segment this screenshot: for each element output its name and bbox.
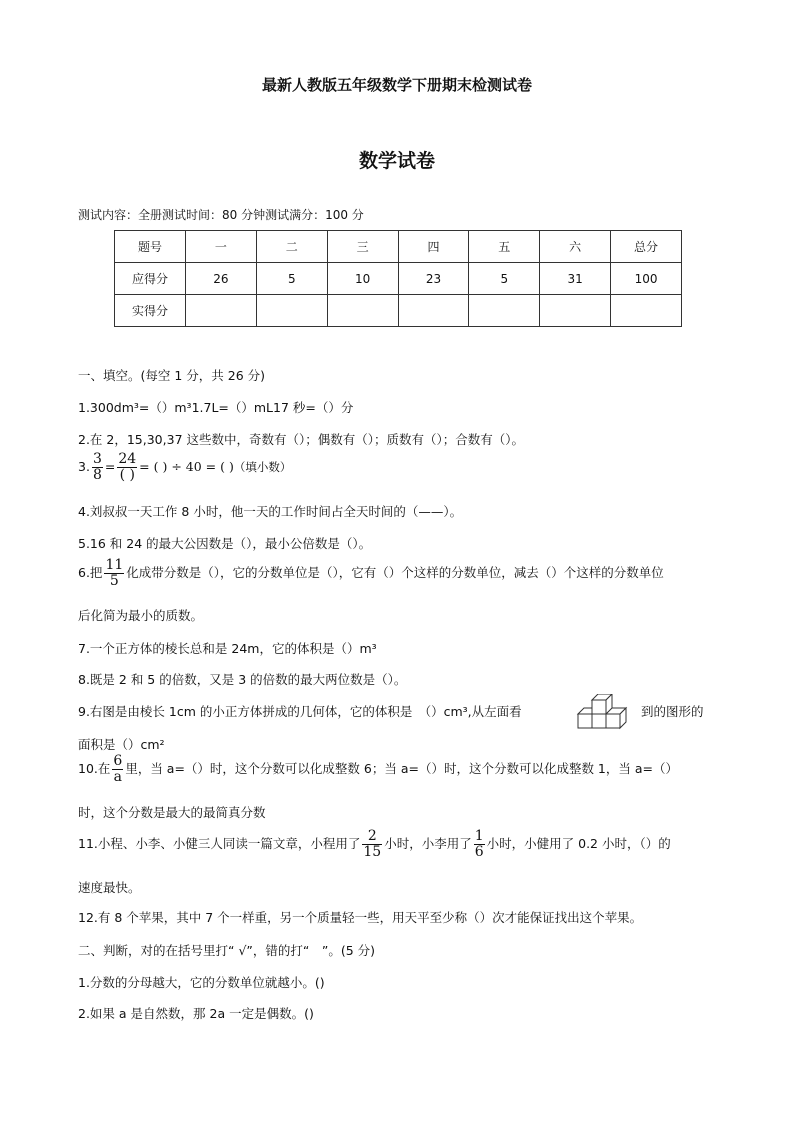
question-9-cont: 到的图形的 [641, 704, 704, 719]
exam-title: 最新人教版五年级数学下册期末检测试卷 [261, 76, 532, 94]
question-11-line2: 速度最快。 [78, 880, 141, 895]
table-cell: 四 [398, 231, 469, 263]
table-row-expected [115, 263, 682, 295]
table-row-actual [115, 295, 682, 327]
table-cell: 100 [611, 263, 682, 295]
fraction: $\frac{11}{5}$ [105, 557, 124, 589]
question-10-line2: 时，这个分数是最大的最简真分数 [78, 805, 266, 820]
question-9-line2: 面积是（）cm² [78, 737, 165, 752]
table-cell: 5 [256, 263, 327, 295]
question-number: 3. [78, 459, 90, 474]
fraction: $\frac{24}{( )}$ [118, 451, 137, 483]
table-cell: 23 [398, 263, 469, 295]
table-cell: 题号 [115, 231, 186, 263]
question-10: 10.在 $\frac{6}{a}$ 里，当 a=（）时，这个分数可以化成整数 6；当 a=（）时，这个分数可以化成整数 1，当 a=（） [78, 753, 678, 785]
fraction: $\frac{3}{8}$ [92, 451, 102, 483]
question-6: 6.把 $\frac{11}{5}$ 化成带分数是（），它的分数单位是（），它有（）个这样的分数单位，减去（）个这样的分数单位 [78, 557, 664, 589]
table-cell: 二 [256, 231, 327, 263]
question-1: 1.300dm³=（）m³1.7L=（）mL17 秒=（）分 [78, 400, 354, 415]
question-7: 7.一个正方体的棱长总和是 24m，它的体积是（）m³ [78, 641, 377, 656]
judge-question-1: 1.分数的分母越大，它的分数单位就越小。() [78, 975, 325, 990]
question-8: 8.既是 2 和 5 的倍数，又是 3 的倍数的最大两位数是（）。 [78, 672, 407, 687]
score-table [114, 230, 682, 327]
table-cell: 实得分 [115, 295, 186, 327]
table-cell: 10 [327, 263, 398, 295]
score-input-cell[interactable] [186, 295, 257, 327]
table-cell: 三 [327, 231, 398, 263]
table-cell: 26 [186, 263, 257, 295]
score-input-cell[interactable] [469, 295, 540, 327]
judge-question-2: 2.如果 a 是自然数，那 2a 一定是偶数。() [78, 1006, 314, 1021]
fraction: $\frac{6}{a}$ [113, 753, 123, 785]
table-cell: 31 [540, 263, 611, 295]
question-4: 4.刘叔叔一天工作 8 小时，他一天的工作时间占全天时间的（——）。 [78, 504, 463, 519]
score-input-cell[interactable] [398, 295, 469, 327]
table-cell: 5 [469, 263, 540, 295]
table-cell: 总分 [611, 231, 682, 263]
question-6-line2: 后化简为最小的质数。 [78, 608, 204, 623]
fraction: $\frac{1}{6}$ [474, 828, 484, 860]
table-cell: 应得分 [115, 263, 186, 295]
score-input-cell[interactable] [540, 295, 611, 327]
table-cell: 一 [186, 231, 257, 263]
question-9: 9.右图是由棱长 1cm 的小正方体拼成的几何体，它的体积是 （）cm³,从左面看 [78, 704, 522, 719]
section1-heading: 一、填空。(每空 1 分，共 26 分) [78, 368, 266, 383]
question-2: 2.在 2，15,30,37 这些数中，奇数有（）；偶数有（）；质数有（）；合数有（）。 [78, 432, 524, 447]
section2-heading: 二、判断，对的在括号里打“ √”，错的打“ ”。(5 分) [78, 943, 376, 958]
cube-solid-figure [576, 694, 638, 734]
table-cell: 六 [540, 231, 611, 263]
exam-info: 测试内容：全册测试时间：80 分钟测试满分：100 分 [78, 208, 364, 222]
question-11: 11.小程、小李、小健三人同读一篇文章，小程用了 $\frac{2}{15}$ 小时，小李用了 $\frac{1}{6}$ 小时，小健用了 0.2 小时，（）的 [78, 828, 671, 860]
score-input-cell[interactable] [256, 295, 327, 327]
question-5: 5.16 和 24 的最大公因数是（），最小公倍数是（）。 [78, 536, 372, 551]
question-12: 12.有 8 个苹果，其中 7 个一样重，另一个质量轻一些，用天平至少称（）次才能保证找出这个苹果。 [78, 910, 643, 925]
table-header-row [115, 231, 682, 263]
fraction: $\frac{2}{15}$ [363, 828, 382, 860]
score-input-cell[interactable] [327, 295, 398, 327]
question-3: 3. $\frac{3}{8}$ = $\frac{24}{( )}$ = ( ) ÷ 40 = ( )（填小数） [78, 451, 292, 483]
table-cell: 五 [469, 231, 540, 263]
score-input-cell[interactable] [611, 295, 682, 327]
paper-subtitle: 数学试卷 [358, 150, 435, 172]
